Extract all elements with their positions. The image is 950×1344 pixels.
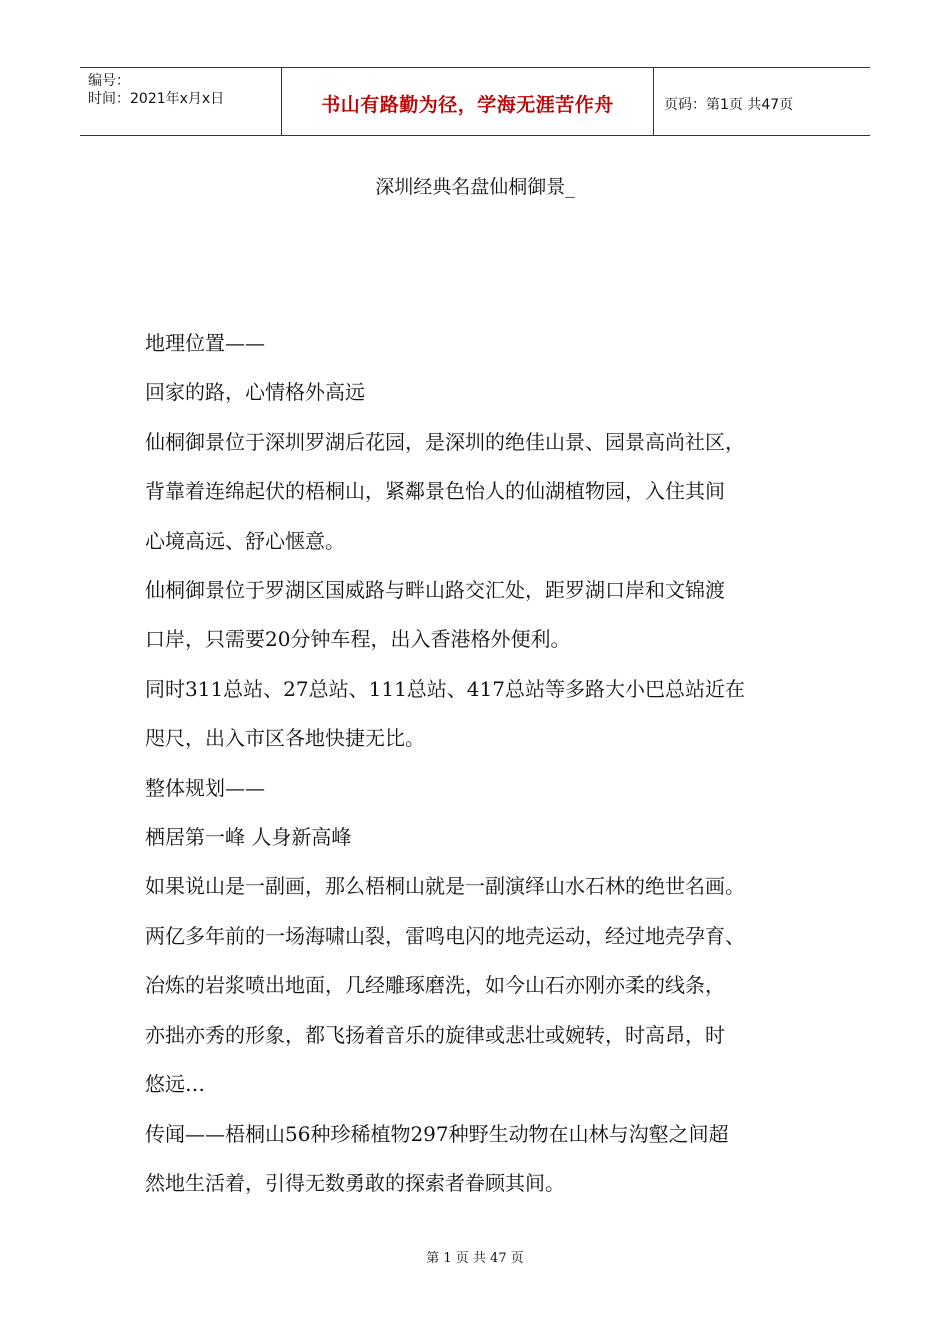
- document-date: 时间：2021年x月x日: [88, 91, 225, 107]
- body-line: 地理位置——: [145, 331, 265, 355]
- body-line: 咫尺，出入市区各地快捷无比。: [145, 726, 425, 751]
- header-motto: 书山有路勤为径，学海无涯苦作舟: [321, 94, 614, 116]
- body-line: 仙桐御景位于深圳罗湖后花园，是深圳的绝佳山景、园景高尚社区，: [145, 429, 745, 454]
- body-line: 整体规划——: [145, 775, 265, 800]
- header-motto-cell: [282, 68, 654, 135]
- document-body: [145, 319, 835, 1208]
- header-meta: [80, 68, 282, 135]
- body-line: 传闻——梧桐山56种珍稀植物297种野生动物在山林与沟壑之间超: [145, 1121, 729, 1146]
- body-line: 两亿多年前的一场海啸山裂，雷鸣电闪的地壳运动，经过地壳孕育、: [145, 923, 745, 948]
- header-page-info: 页码：第1页 共47页: [664, 96, 794, 113]
- body-line: 悠远…: [145, 1072, 205, 1097]
- body-line: 然地生活着，引得无数勇敢的探索者眷顾其间。: [145, 1170, 565, 1195]
- body-line: 冶炼的岩浆喷出地面，几经雕琢磨洗，如今山石亦刚亦柔的线条，: [145, 973, 725, 998]
- body-line: 栖居第一峰 人身新高峰: [145, 825, 352, 850]
- body-line: 口岸，只需要20分钟车程，出入香港格外便利。: [145, 627, 571, 652]
- body-line: 亦拙亦秀的形象，都飞扬着音乐的旋律或悲壮或婉转，时高昂，时: [145, 1022, 725, 1047]
- page-header: [80, 67, 870, 136]
- body-line: 如果说山是一副画，那么梧桐山就是一副演绎山水石林的绝世名画。: [145, 874, 745, 899]
- header-page-info-cell: [654, 68, 870, 135]
- body-line: 背靠着连绵起伏的梧桐山，紧鄰景色怡人的仙湖植物园，入住其间: [145, 479, 725, 504]
- body-line: 回家的路，心情格外高远: [145, 380, 365, 405]
- body-line: 同时311总站、27总站、111总站、417总站等多路大小巴总站近在: [145, 676, 745, 701]
- body-line: 心境高远、舒心惬意。: [145, 528, 345, 553]
- body-line: 仙桐御景位于罗湖区国威路与畔山路交汇处，距罗湖口岸和文锦渡: [145, 578, 725, 603]
- page-footer: 第 1 页 共 47 页: [426, 1251, 524, 1266]
- document-title: 深圳经典名盘仙桐御景_: [375, 176, 575, 198]
- document-number-label: 编号：: [88, 73, 130, 89]
